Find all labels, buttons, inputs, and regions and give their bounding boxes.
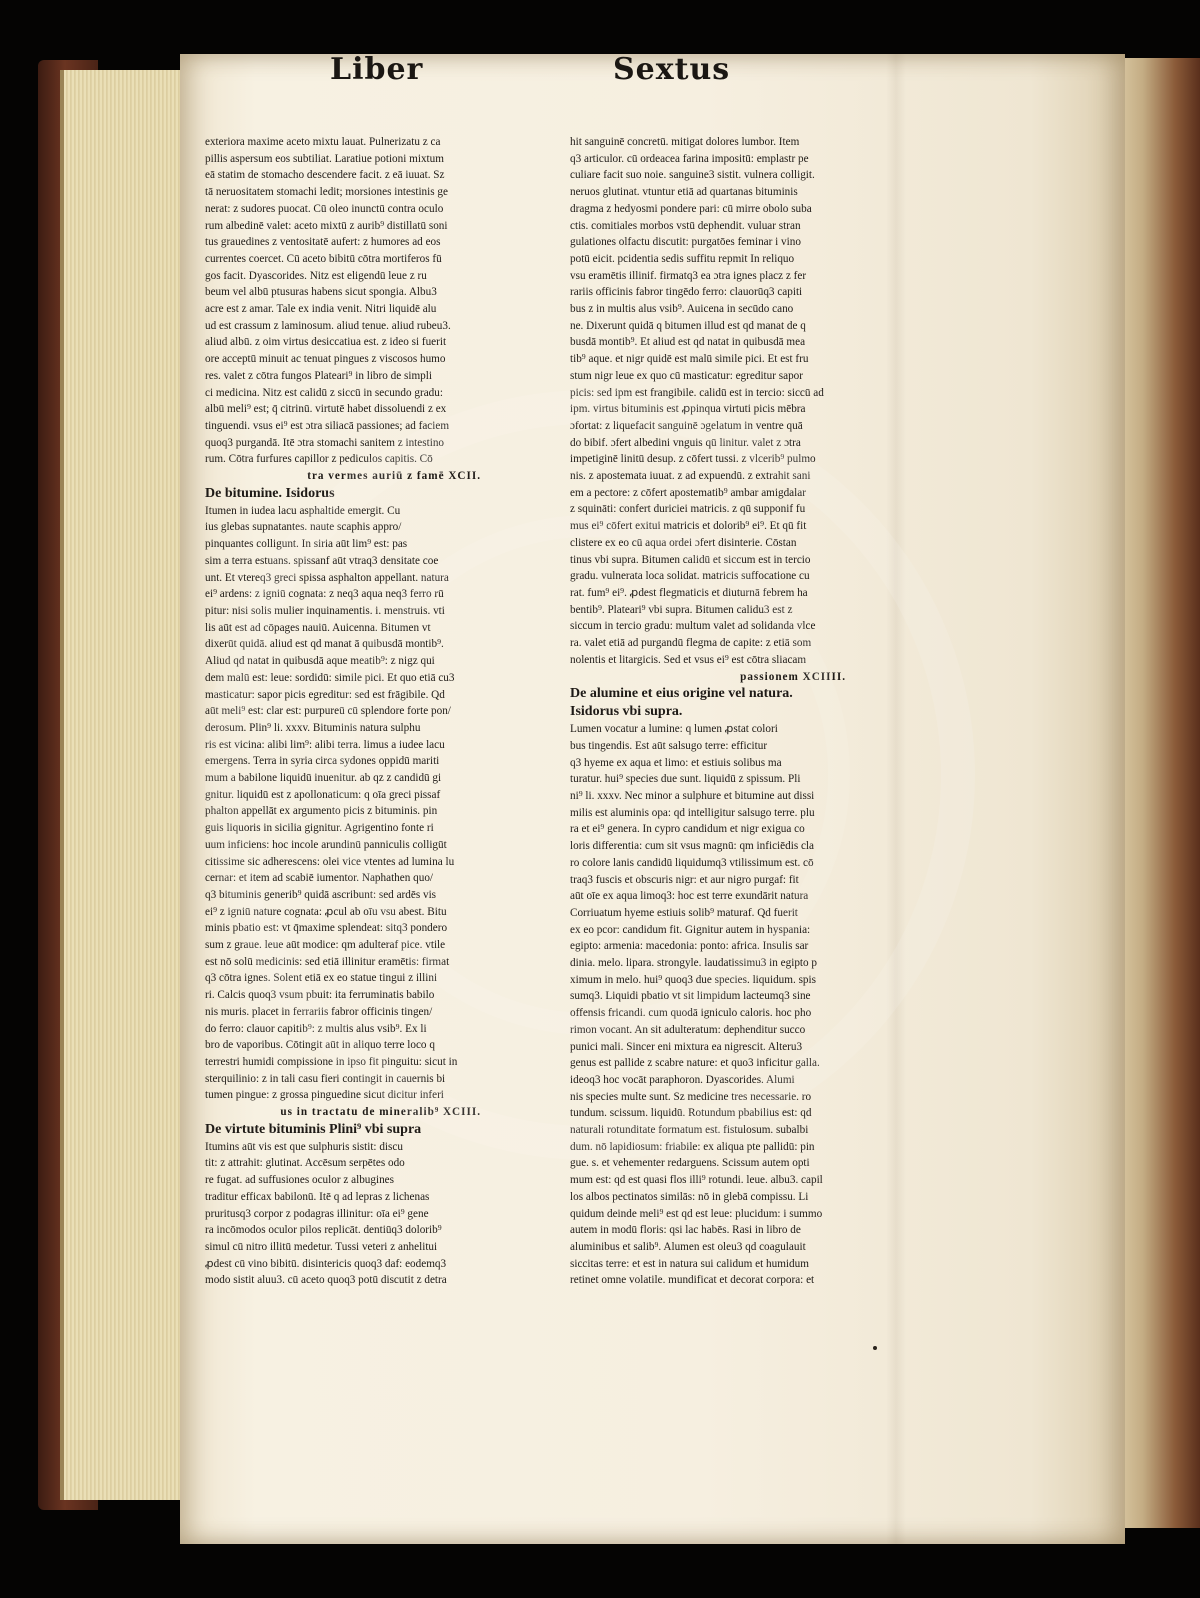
text-line: sim a terra estuans. spissanf aūt vtraq3 densitate coe bbox=[205, 554, 439, 567]
text-line: ni⁹ li. xxxv. Nec minor a sulphure et bitumine aut dissi bbox=[570, 790, 815, 803]
text-line: ius glebas supnatantes. naute scaphis appro/ bbox=[205, 521, 402, 534]
text-line: traq3 fuscis et obscuris nigr: et aur nigro purgaf: fit bbox=[570, 873, 799, 886]
text-line: ipm. virtus bituminis est ꝓpinqua virtuti picis mēbra bbox=[570, 403, 806, 416]
text-line: ɔfortat: z liquefacit sanguinē ɔgelatum in ventre quā bbox=[570, 419, 803, 432]
text-line: eā statim de stomacho descendere facit. z eā iuuat. Sz bbox=[205, 169, 445, 182]
text-line: Itumen in iudea lacu asphaltide emergit. Cu bbox=[205, 504, 401, 517]
text-line: masticatur: sapor picis egreditur: sed est frāgibile. Qd bbox=[205, 688, 445, 701]
text-line: retinet omne volatile. mundificat et decorat corpora: et bbox=[570, 1274, 815, 1287]
text-line: ximum in melo. hui⁹ quoq3 due species. liquidum. spis bbox=[570, 973, 816, 986]
right-text-column bbox=[570, 134, 868, 1289]
text-line: loris differentia: cum sit vsus magnū: qm inficiēdis cla bbox=[570, 840, 815, 853]
text-line: albū meli⁹ est; q̄ citrinū. virtutē habet dissoluendi z ex bbox=[205, 403, 447, 416]
text-line: dum. nō lapidiosum: friabile: ex aliqua pte pallidū: pin bbox=[570, 1140, 815, 1153]
text-line: currentes coercet. Cū aceto bibitū cōtra mortiferos fū bbox=[205, 252, 442, 265]
text-line: gos facit. Dyascorides. Nitz est eligendū leue z ru bbox=[205, 269, 427, 282]
text-line: egipto: armenia: macedonia: ponto: africa. Insulis sar bbox=[570, 940, 809, 953]
text-line: simul cū nitro illitū medetur. Tussi veteri z anhelitui bbox=[205, 1241, 438, 1253]
text-line: guis liquoris in sicilia gignitur. Agrigentino fonte ri bbox=[205, 822, 434, 835]
text-line: do ferro: clauor capitib⁹: z multis alus vsib⁹. Ex li bbox=[205, 1022, 427, 1035]
text-line: unt. Et vtereq3 greci spissa asphalton appellant. natura bbox=[205, 571, 449, 584]
text-line: sterquilinio: z in tali casu fieri contingit in cauernis bi bbox=[205, 1072, 446, 1085]
text-line: ei⁹ z igniū nature cognata: ꝓcul ab oīu vsu abest. Bitu bbox=[205, 905, 447, 918]
text-line: naturali rotunditate formatum est. fistulosum. subalbi bbox=[570, 1124, 809, 1137]
text-line: minis pbatio est: vt q̄maxime splendeat: sitq3 pondero bbox=[205, 922, 448, 935]
text-line: tus grauedines z ventositatē aufert: z humores ad eos bbox=[205, 236, 441, 249]
text-line: bus tingendis. Est aūt salsugo terre: efficitur bbox=[570, 739, 768, 752]
text-line: genus est pallide z scabre nature: et quo3 inficitur galla. bbox=[570, 1057, 820, 1070]
running-header-right: Sextus bbox=[613, 52, 731, 87]
text-line: emergens. Terra in syria circa sydones oppidū mariti bbox=[205, 755, 440, 768]
text-line: siccitas terre: et est in natura sui calidum et humidum bbox=[570, 1257, 809, 1270]
text-line: sum z graue. leue aūt modice: qm adulteraf pice. vtile bbox=[205, 939, 446, 952]
text-line: lis aūt est ad cōpages nauiū. Auicenna. Bitumen vt bbox=[205, 621, 431, 634]
text-line: ri. Calcis quoq3 vsum pbuit: ita ferruminatis babilo bbox=[205, 989, 435, 1002]
text-line: pruritusq3 corpor z podagras illinitur: oīa ei⁹ gene bbox=[205, 1207, 429, 1220]
text-line: milis est aluminis opa: qd intelligitur salsugo terre. plu bbox=[570, 806, 815, 819]
text-line: bus z in multis alus vsib⁹. Auicena in secūdo cano bbox=[570, 303, 794, 316]
text-line: citissime sic adherescens: olei vice vtentes ad lumina lu bbox=[205, 855, 455, 868]
text-line: sumq3. Liquidi pbatio vt sit limpidum lacteumq3 sine bbox=[570, 990, 811, 1003]
text-line: neruos glutinat. vtuntur etiā ad quartanas bituminis bbox=[570, 186, 798, 199]
text-line: q3 cōtra ignes. Solent etiā ex eo statue tingui z illini bbox=[205, 972, 438, 985]
text-line: stum nigr leue ex quo cū masticatur: egreditur sapor bbox=[570, 369, 804, 382]
text-line: impetiginē linitū desup. z cōfert tussi. z vlcerib⁹ pulmo bbox=[570, 453, 816, 466]
text-line: nis species multe sunt. Sz medicine tres necessarie. ro bbox=[570, 1090, 812, 1103]
text-line: pinquantes colligunt. In siria aūt lim⁹ est: pas bbox=[205, 538, 408, 551]
text-line: rum albedinē valet: aceto mixtū z aurib⁹ distillatū soni bbox=[205, 219, 448, 232]
text-line: gnitur. liquidū est z apollonaticum: q oīa greci pissaf bbox=[205, 788, 441, 801]
text-line: dinia. melo. lipara. strongyle. laudatissimu3 in egipto p bbox=[570, 957, 818, 970]
section-heading: De bitumine. Isidorus bbox=[205, 485, 335, 501]
text-line: re fugat. ad suffusiones oculor z albugines bbox=[205, 1174, 394, 1187]
text-line: phalton appellāt ex argumento picis z bituminis. pin bbox=[205, 805, 438, 818]
text-line: rum. Cōtra furfures capillor z pediculos capitis. Cō bbox=[205, 453, 433, 466]
text-line: est nō solū medicinis: sed etiā illinitur eramētis: firmat bbox=[205, 955, 450, 968]
text-line: quidum deinde meli⁹ est qd est leue: plucidum: i summo bbox=[570, 1207, 823, 1220]
text-line: rimon vocant. An sit adulteratum: dephenditur succo bbox=[570, 1023, 806, 1036]
column-gutter bbox=[886, 54, 906, 1544]
text-line: quoq3 purgandā. Itē ɔtra stomachi sanitem z intestino bbox=[205, 436, 445, 449]
text-line: modo sistit aluu3. cū aceto quoq3 potū discutit z detra bbox=[205, 1274, 447, 1287]
text-line: ci medicina. Nitz est calidū z siccū in secundo gradu: bbox=[205, 386, 443, 399]
text-line: tumen pingue: z grossa pinguedine sicut dicitur inferi bbox=[205, 1089, 444, 1102]
text-line: Aliud qd natat in quibusdā aque meatib⁹: z nigz qui bbox=[205, 655, 435, 668]
text-line: ꝓdest cū vino bibitū. disintericis quoq3 daf: eodemq3 bbox=[205, 1257, 447, 1270]
text-line: vsu eramētis illinif. firmatq3 ea ɔtra ignes placz z fer bbox=[570, 269, 807, 282]
text-line: aluminibus et salib⁹. Alumen est oleu3 qd coagulauit bbox=[570, 1241, 806, 1253]
text-line: rariis officinis fabror tingēdo ferro: clauorūq3 capiti bbox=[570, 286, 803, 299]
text-line: potū eicit. pcidentia sedis suffitu repmit In reliquo bbox=[570, 252, 795, 265]
text-line: ris est vicina: alibi lim⁹: alibi terra. limus a iudee lacu bbox=[205, 738, 445, 751]
text-line: tra vermes auriū z famē XCII. bbox=[307, 470, 481, 483]
page-edges bbox=[60, 70, 194, 1500]
text-line: ctis. comitiales morbos vstū dephendit. vuluar stran bbox=[570, 219, 801, 232]
text-line: beum vel albū ptusuras habens sicut spongia. Albu3 bbox=[205, 286, 437, 299]
text-line: ra et ei⁹ genera. In cypro candidum et nigr exigua co bbox=[570, 823, 805, 836]
text-line: Lumen vocatur a lumine: q lumen ꝓstat colori bbox=[570, 723, 778, 736]
text-line: ex eo pcor: candidum fit. Gignitur autem in hyspania: bbox=[570, 923, 811, 936]
text-line: offensis fricandi. cum quodā igniculo caloris. hoc pho bbox=[570, 1007, 812, 1020]
text-line: clistere ex eo cū aqua ordei ɔfert disinterie. Cōstan bbox=[570, 536, 797, 549]
text-line: ra incōmodos oculor pilos replicāt. dentiūq3 dolorib⁹ bbox=[205, 1224, 442, 1237]
section-heading: De virtute bituminis Plini⁹ vbi supra bbox=[205, 1121, 422, 1137]
running-header-left: Liber bbox=[330, 52, 424, 87]
text-line: gue. s. et vehementer redarguens. Scissum autem opti bbox=[570, 1157, 810, 1170]
text-line: busdā montib⁹. Et aliud est qd natat in quibusdā mea bbox=[570, 336, 806, 349]
section-heading: Isidorus vbi supra. bbox=[570, 704, 683, 720]
text-line: nis muris. placet in ferrariis fabror officinis tingen/ bbox=[205, 1005, 433, 1018]
text-line: ro colore lanis candidū liquidumq3 vtilissimum est. cō bbox=[570, 856, 814, 869]
text-line: uum inficiens: hoc incole arundinū panniculis colligūt bbox=[205, 838, 447, 851]
text-line: cernar: et item ad scabiē iumentor. Naphathen quo/ bbox=[205, 872, 434, 885]
text-line: dixerūt quidā. aliud est qd manat ā quibusdā montib⁹. bbox=[205, 638, 444, 651]
text-line: gulationes olfactu discutit: purgatōes feminar i vino bbox=[570, 236, 801, 249]
text-line: acre est z amar. Tale ex india venit. Nitri liquidē alu bbox=[205, 303, 437, 316]
text-line: derosum. Plin⁹ li. xxxv. Bituminis natura sulphu bbox=[205, 721, 421, 734]
text-line: tinguendi. vsus ei⁹ est ɔtra siliacā passiones; ad faciem bbox=[205, 419, 450, 432]
text-line: em a pectore: z cōfert apostematib⁹ ambar amigdalar bbox=[570, 486, 806, 499]
text-line: turatur. hui⁹ species due sunt. liquidū z spissum. Pli bbox=[570, 773, 801, 786]
text-line: dem malū est: leue: sordidū: simile pici. Et quo etiā cu3 bbox=[205, 671, 455, 684]
text-line: res. valet z cōtra fungos Plateari⁹ in libro de simpli bbox=[205, 369, 432, 382]
text-line: q3 bituminis generib⁹ quidā ascribunt: sed ardēs vis bbox=[205, 888, 437, 901]
text-line: los albos pectinatos similās: nō in glebā compissu. Li bbox=[570, 1190, 809, 1203]
text-line: punici mali. Sincer eni mixtura ea nigrescit. Alteru3 bbox=[570, 1040, 803, 1053]
text-line: hit sanguinē concretū. mitigat dolores lumbor. Item bbox=[570, 136, 800, 148]
text-line: Corriuatum hyeme estiuis solib⁹ maturaf. Qd fuerit bbox=[570, 906, 798, 919]
text-line: do bibif. ɔfert albedini vnguis qū linitur. valet z ɔtra bbox=[570, 436, 801, 449]
text-line: nolentis et litargicis. Sed et vsus ei⁹ est cōtra sliacam bbox=[570, 653, 807, 666]
text-line: tā neruositatem stomachi ledit; morsiones intestinis ge bbox=[205, 186, 448, 199]
text-line: bentib⁹. Plateari⁹ vbi supra. Bitumen calidu3 est z bbox=[570, 603, 793, 616]
text-line: q3 hyeme ex aqua et limo: et estiuis solibus ma bbox=[570, 756, 782, 769]
text-line: pillis aspersum eos subtiliat. Laratiue potioni mixtum bbox=[205, 152, 444, 165]
text-line: aūt oīe ex aqua limoq3: hoc est terre exundārit natura bbox=[570, 890, 809, 903]
text-line: autem in modū floris: qsi lac habēs. Rasi in libro de bbox=[570, 1224, 801, 1237]
text-line: q3 articulor. cū ordeacea farina impositū: emplastr pe bbox=[570, 152, 809, 165]
text-line: mum est: qd est quasi flos illi⁹ rotundi. leue. albu3. capil bbox=[570, 1174, 823, 1187]
text-line: picis: sed ipm est frangibile. calidū est in tercio: siccū ad bbox=[570, 386, 824, 399]
text-line: aūt meli⁹ est: clar est: purpureū cū splendore forte pon/ bbox=[205, 705, 451, 718]
section-heading: De alumine et eius origine vel natura. bbox=[570, 686, 793, 702]
text-line: mus ei⁹ cōfert exitui matricis et dolorib⁹ ei⁹. Et qū fit bbox=[570, 520, 807, 533]
text-line: ei⁹ ardens: z igniū cognata: z neq3 aqua neq3 ferro rū bbox=[205, 588, 444, 601]
text-line: ra. valet etiā ad purgandū flegma de capite: z etiā som bbox=[570, 637, 812, 650]
text-line: exteriora maxime aceto mixtu lauat. Pulnerizatu z ca bbox=[205, 136, 441, 148]
text-line: nis. z apostemata iuuat. z ad expuendū. z extrahit sani bbox=[570, 470, 811, 483]
text-line: gradu. vulnerata loca solidat. matricis suffocatione cu bbox=[570, 570, 810, 583]
text-line: ne. Dixerunt quidā q bitumen illud est qd manat de q bbox=[570, 319, 806, 332]
text-line: z squināti: confert duriciei matricis. z qū supponif fu bbox=[570, 503, 806, 516]
text-line: culiare facit suo noie. sanguine3 sistit. vulnera colligit. bbox=[570, 169, 815, 182]
ink-dot bbox=[873, 1346, 877, 1350]
text-line: dragma z hedyosmi pondere pari: cū mirre obolo suba bbox=[570, 202, 812, 215]
text-line: rat. fum⁹ ei⁹. ꝓdest flegmaticis et diuturnā febrem ha bbox=[570, 586, 808, 599]
text-line: pitur: nisi solis mulier inquinamentis. i. menstruis. vti bbox=[205, 604, 445, 617]
text-line: traditur efficax babilonū. Itē q ad lepras z lichenas bbox=[205, 1190, 430, 1203]
text-line: tit: z attrahit: glutinat. Accēsum serpētes odo bbox=[205, 1157, 405, 1170]
text-line: us in tractatu de mineralib⁹ XCIII. bbox=[280, 1106, 481, 1119]
text-line: tundum. scissum. liquidū. Rotundum pbabilius est: qd bbox=[570, 1107, 812, 1120]
text-line: passionem XCIIII. bbox=[740, 670, 846, 683]
text-line: terrestri humidi compissione in ipso fit pinguitu: sicut in bbox=[205, 1055, 458, 1068]
text-line: nerat: z sudores puocat. Cū oleo inunctū contra oculo bbox=[205, 202, 444, 215]
text-line: tinus vbi supra. Bitumen calidū et siccum est in tercio bbox=[570, 553, 811, 566]
text-line: ud est crassum z laminosum. aliud tenue. aliud rubeu3. bbox=[205, 319, 451, 332]
text-line: ideoq3 hoc vocāt paraphoron. Dyascorides. Alumi bbox=[570, 1073, 795, 1086]
text-line: bro de vaporibus. Cōtingit aūt in aliquo terre loco q bbox=[205, 1039, 435, 1052]
text-line: ore acceptū minuit ac tenuat pingues z viscosos humo bbox=[205, 353, 446, 366]
text-line: siccum in tercio gradu: multum valet ad solidanda vlce bbox=[570, 620, 816, 633]
text-line: Itumins aūt vis est que sulphuris sistit: discu bbox=[205, 1140, 403, 1153]
text-line: tib⁹ aque. et nigr quidē est malū simile pici. Et est fru bbox=[570, 353, 809, 366]
right-cover bbox=[1118, 58, 1200, 1528]
text-line: mum a babilone liquidū inuenitur. ab qz z candidū gi bbox=[205, 772, 442, 785]
text-line: aliud albū. z oim virtus desiccatiua est. z ideo si fuerit bbox=[205, 336, 447, 349]
left-text-column bbox=[205, 134, 503, 1289]
